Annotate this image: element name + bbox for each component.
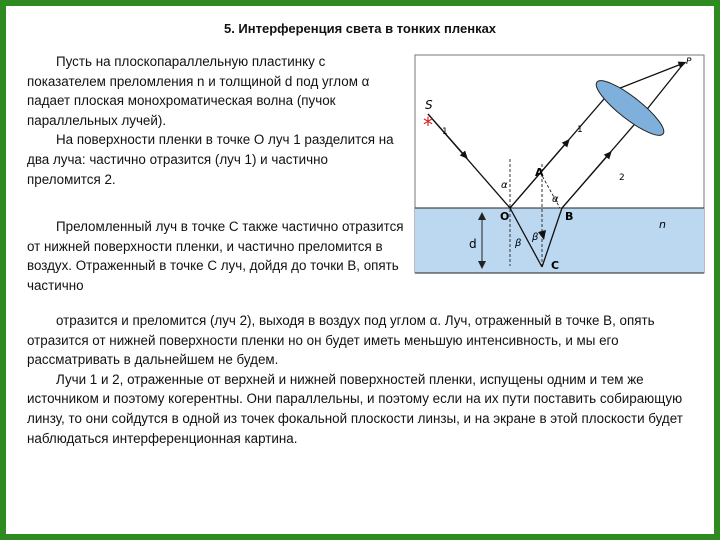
paragraph-4: Лучи 1 и 2, отраженные от верхней и нижней поверхностей пленки, испущены одним и тем же источником и поэтому когерентны. Они параллельны, и поэтому если на их пути поставить собирающую линзу, то они сойдутся в одной из точек фокальной плоскости линзы, и на экране в этой плоскости будет наблюдаться интерференционная картина. [27,371,683,446]
alpha-angle-label-1: α [501,180,508,191]
paragraph-continued [27,311,695,448]
ray-2-out-label: 2 [619,173,625,183]
point-C-label: C [551,259,560,272]
alpha-angle-label-2: α [552,194,559,205]
paragraph-2: На поверхности пленки в точке О луч 1 разделится на два луча: частично отразится (луч 1) и частично преломится 2. [27,132,394,187]
point-O-label: O [500,210,510,223]
thin-film-diagram [414,54,706,276]
paragraph-3b: отразится и преломится (луч 2), выходя в воздух под углом α. Луч, отраженный в точке В, опять отразится от нижней поверхности пленки но он будет иметь меньшую интенсивность, и мы его рассматривать в дальнейшем не будем. [27,313,655,368]
slide-title: 5. Интерференция света в тонких пленках [223,21,497,36]
source-label: S [425,98,433,112]
point-P-label: P [686,57,692,67]
paragraph-intro [27,52,405,189]
ray-1-out-label: 1 [577,125,583,135]
paragraph-1: Пусть на плоскопараллельную пластинку с показателем преломления n и толщиной d под углом α падает плоская монохроматическая волна (пучок параллельных лучей). [27,54,370,128]
ray-1-in-label: 1 [442,127,448,137]
beta-angle-label-1: β [515,238,522,249]
point-B-label: B [565,210,574,223]
paragraph-3-start [27,217,407,295]
point-A-label: A [535,166,544,179]
paragraph-3a: Преломленный луч в точке С также частично отразится от нижней поверхности пленки, и частично преломится в воздух. Отраженный в точке С луч, дойдя до точки В, опять частично [27,219,404,293]
thickness-label: d [469,237,477,251]
light-source-star: * [423,113,433,137]
beta-angle-label-2: β [532,232,539,243]
refractive-index-label: n [659,218,666,231]
